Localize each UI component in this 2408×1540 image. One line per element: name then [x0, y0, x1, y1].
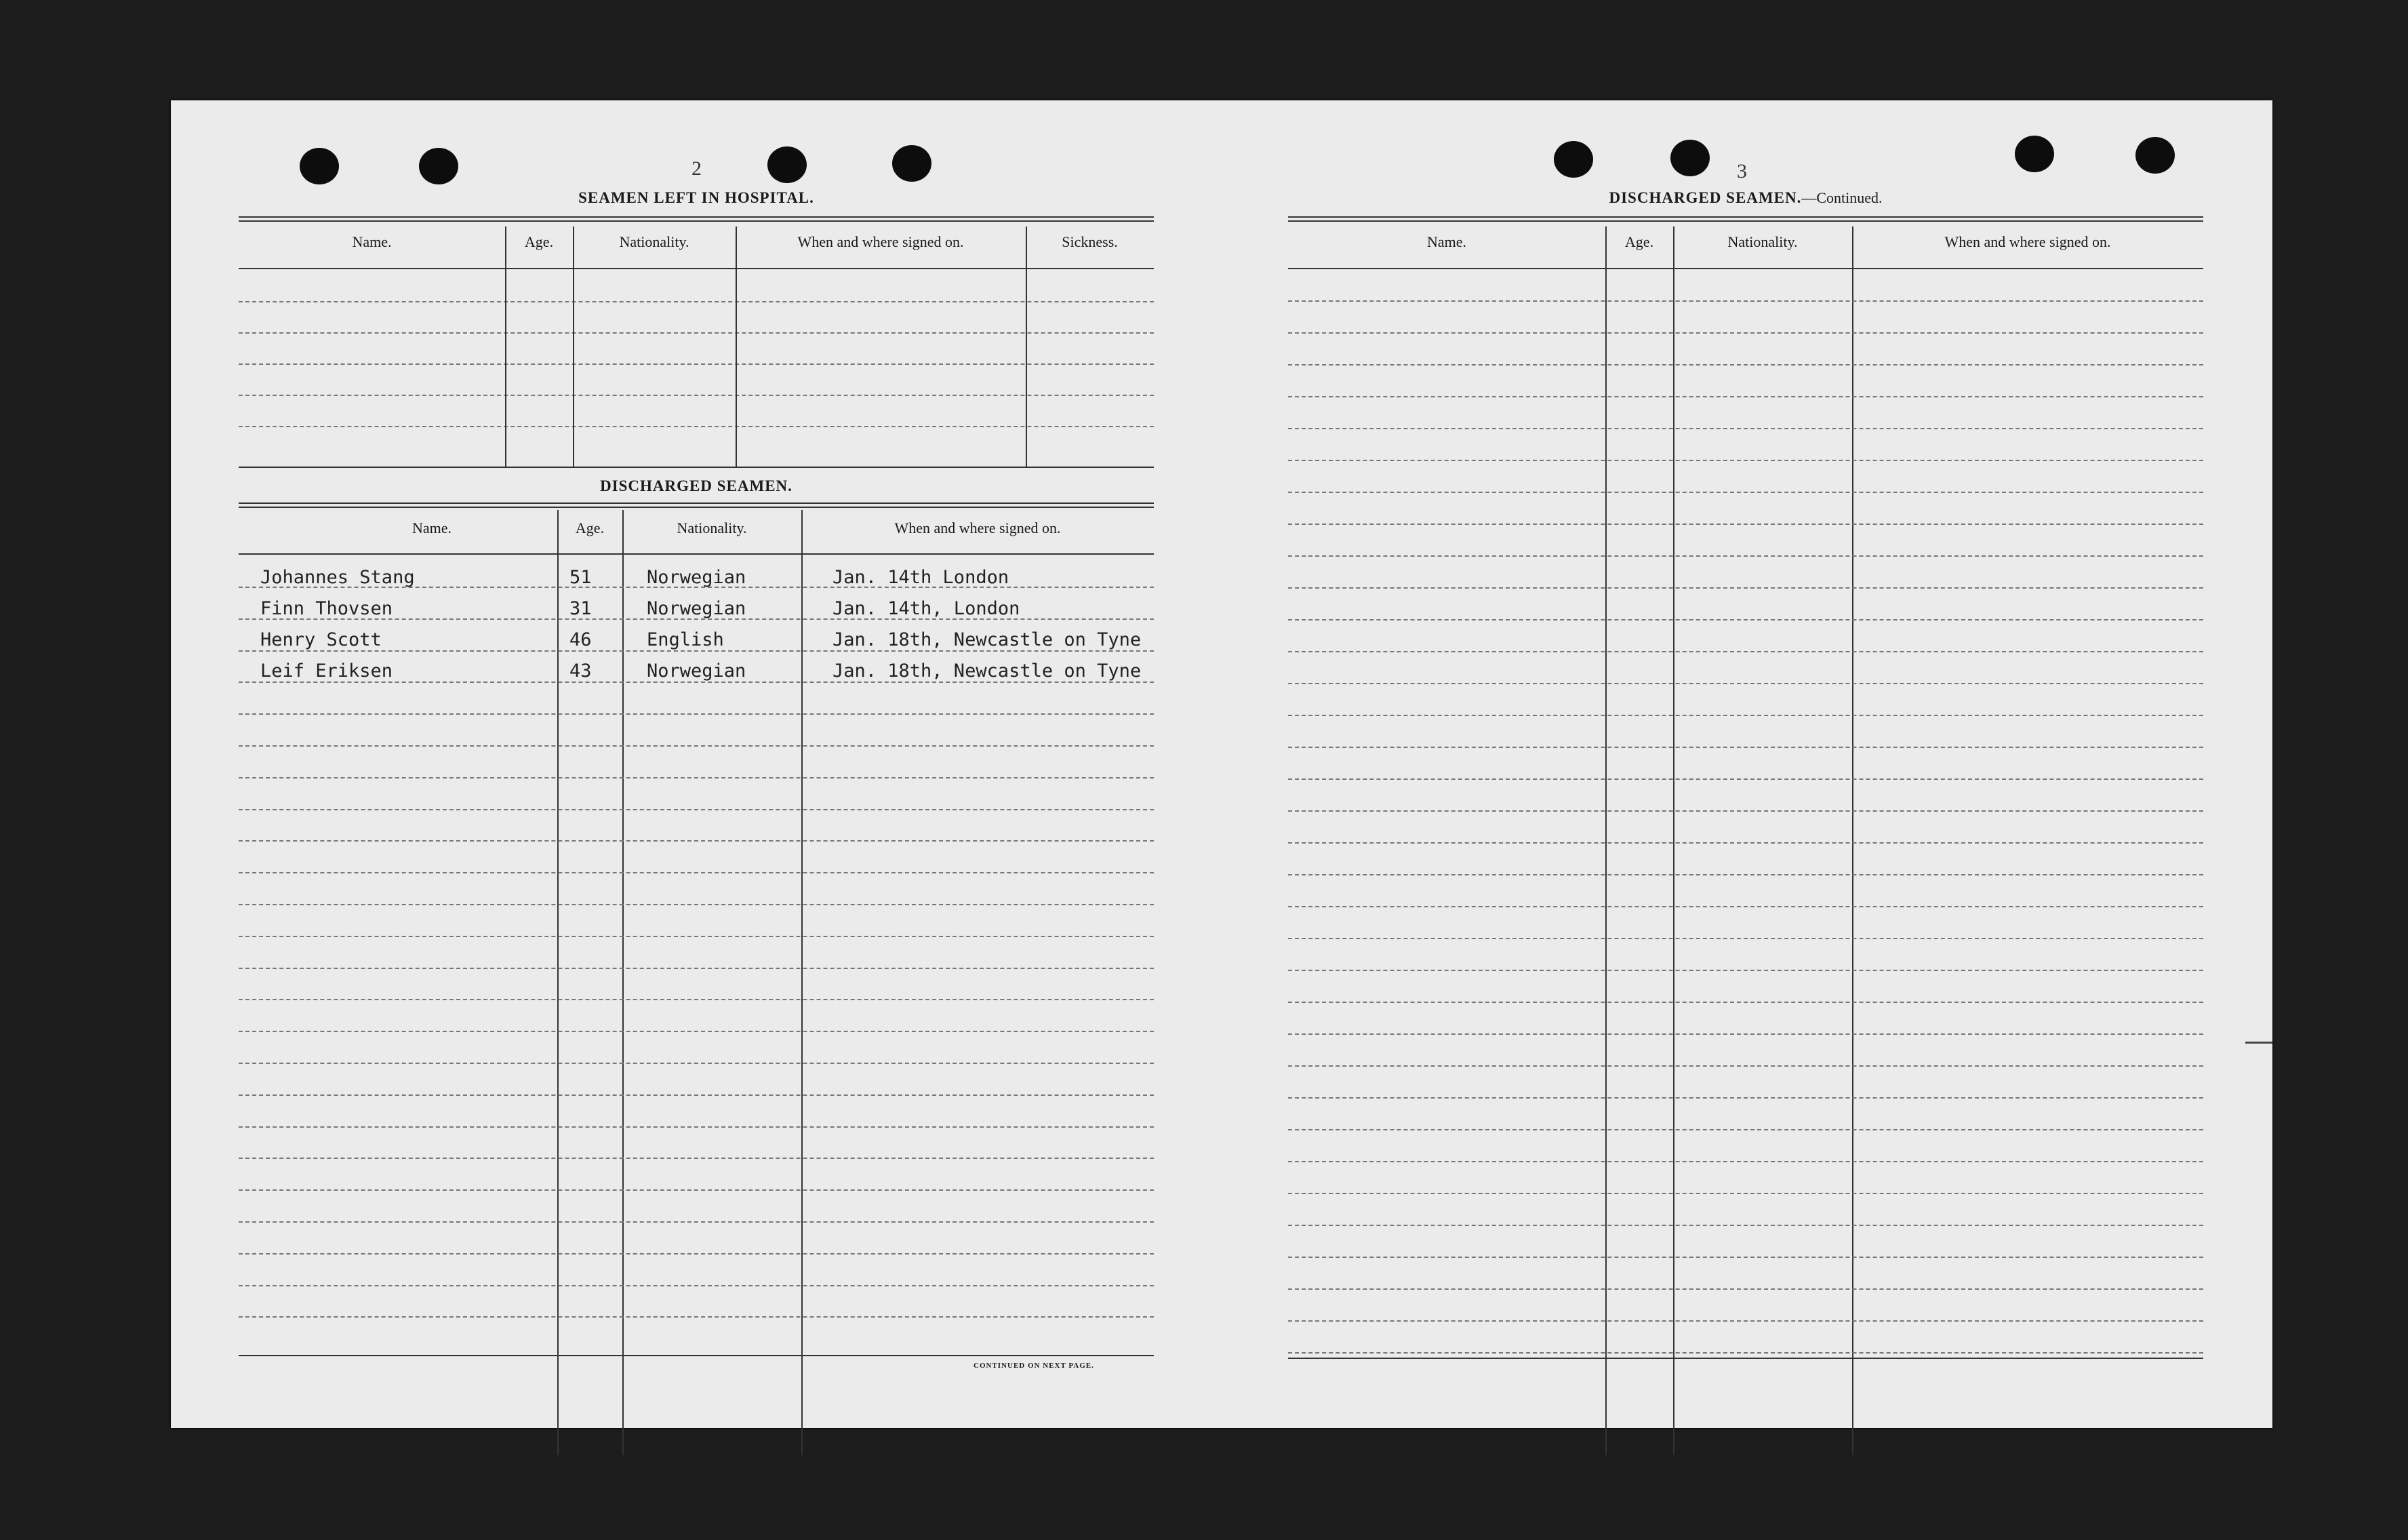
row-rule	[1288, 651, 2203, 652]
row-rule	[1288, 1129, 2203, 1130]
hospital-bottom-rule	[239, 467, 1154, 468]
row-rule	[1288, 364, 2203, 366]
discharged-col-name: Name.	[412, 519, 452, 536]
row2-age: 31	[569, 598, 592, 619]
right-col-age: Age.	[1624, 233, 1654, 250]
discharged-col-age: Age.	[575, 519, 605, 536]
hospital-col-sickness: Sickness.	[1062, 233, 1118, 250]
hospital-row-line	[239, 332, 1154, 334]
row-rule	[239, 682, 1154, 683]
punch-hole	[2015, 136, 2054, 172]
discharged-bottom-rule	[239, 1355, 1154, 1356]
punch-hole	[767, 146, 807, 183]
row-rule	[239, 1285, 1154, 1286]
right-title-main: DISCHARGED SEAMEN.	[1609, 189, 1802, 206]
row-rule	[1288, 1288, 2203, 1290]
hospital-section-title: SEAMEN LEFT IN HOSPITAL.	[578, 189, 814, 206]
continued-note: CONTINUED ON NEXT PAGE.	[974, 1362, 1094, 1370]
right-col-name: Name.	[1426, 233, 1467, 250]
hospital-row-line	[239, 395, 1154, 396]
discharged-col-nationality: Nationality.	[677, 519, 747, 536]
row-rule	[1288, 906, 2203, 907]
hospital-col-signed-on: When and where signed on.	[797, 233, 964, 250]
punch-hole	[300, 148, 339, 184]
row-rule	[1288, 1225, 2203, 1226]
row-rule	[1288, 1161, 2203, 1162]
row-rule	[1288, 460, 2203, 461]
scan-edge-mark	[2245, 1042, 2272, 1044]
punch-hole	[1670, 140, 1710, 176]
row-rule	[239, 809, 1154, 810]
row-rule	[1288, 428, 2203, 429]
hospital-col-divider	[1026, 226, 1027, 467]
discharged-col-signed-on: When and where signed on.	[894, 519, 1061, 536]
hospital-col-divider	[736, 226, 737, 467]
row-rule	[239, 1316, 1154, 1318]
punch-hole	[892, 145, 931, 182]
row-rule	[1288, 1097, 2203, 1099]
row-rule	[239, 1094, 1154, 1096]
row-rule	[1288, 1065, 2203, 1067]
punch-hole	[2135, 137, 2175, 174]
right-col-divider	[1605, 226, 1607, 1455]
hospital-col-nationality: Nationality.	[619, 233, 689, 250]
row-rule	[1288, 332, 2203, 334]
right-section-title	[1288, 189, 2203, 207]
row-rule	[239, 1031, 1154, 1032]
row-rule	[1288, 970, 2203, 971]
row-rule	[1288, 778, 2203, 780]
discharged-col-divider	[622, 510, 624, 1455]
hospital-row-line	[239, 363, 1154, 365]
row-rule	[239, 872, 1154, 873]
row-rule	[1288, 1257, 2203, 1258]
row-rule	[1288, 300, 2203, 302]
right-title-suffix: —Continued.	[1801, 189, 1883, 206]
right-col-divider	[1852, 226, 1853, 1455]
row2-name: Finn Thovsen	[260, 598, 393, 619]
row2-signed-on: Jan. 14th, London	[832, 598, 1020, 619]
row-rule	[239, 745, 1154, 747]
right-header-rule	[1288, 268, 2203, 269]
row-rule	[239, 777, 1154, 778]
row-rule	[239, 1221, 1154, 1223]
row3-name: Henry Scott	[260, 629, 382, 650]
row-rule	[239, 1126, 1154, 1128]
row1-name: Johannes Stang	[260, 567, 415, 588]
hospital-col-divider	[573, 226, 574, 467]
row-rule	[1288, 874, 2203, 875]
row-rule	[239, 1063, 1154, 1064]
right-top-rule	[1288, 216, 2203, 222]
row2-nationality: Norwegian	[647, 598, 746, 619]
row-rule	[1288, 1033, 2203, 1035]
row-rule	[1288, 747, 2203, 748]
hospital-col-age: Age.	[524, 233, 554, 250]
punch-hole	[1554, 141, 1593, 178]
right-bottom-rule	[1288, 1358, 2203, 1359]
row-rule	[1288, 1002, 2203, 1003]
row-rule	[239, 840, 1154, 842]
hospital-top-rule	[239, 216, 1154, 222]
row-rule	[1288, 587, 2203, 589]
right-col-signed-on: When and where signed on.	[1944, 233, 2111, 250]
row-rule	[1288, 524, 2203, 525]
hospital-col-name: Name.	[352, 233, 392, 250]
row4-signed-on: Jan. 18th, Newcastle on Tyne	[832, 660, 1142, 682]
row-rule	[1288, 715, 2203, 716]
hospital-col-divider	[505, 226, 506, 467]
row-rule	[239, 713, 1154, 715]
right-page-number: 3	[1737, 160, 1747, 182]
row1-age: 51	[569, 567, 592, 588]
row1-signed-on: Jan. 14th London	[832, 567, 1009, 588]
row4-nationality: Norwegian	[647, 660, 746, 682]
row4-name: Leif Eriksen	[260, 660, 393, 682]
row-rule	[1288, 1352, 2203, 1354]
document-page	[171, 100, 2272, 1428]
row1-nationality: Norwegian	[647, 567, 746, 588]
row-rule	[1288, 938, 2203, 939]
row-rule	[1288, 842, 2203, 844]
row-rule	[1288, 683, 2203, 684]
row-rule	[239, 968, 1154, 969]
discharged-col-divider	[801, 510, 803, 1455]
row3-age: 46	[569, 629, 592, 650]
discharged-col-divider	[557, 510, 559, 1455]
row-rule	[1288, 1193, 2203, 1194]
hospital-header-rule	[239, 268, 1154, 269]
right-col-nationality: Nationality.	[1727, 233, 1798, 250]
row-rule	[239, 1253, 1154, 1255]
row-rule	[239, 1189, 1154, 1191]
right-col-divider	[1673, 226, 1674, 1455]
row-rule	[1288, 492, 2203, 493]
row3-signed-on: Jan. 18th, Newcastle on Tyne	[832, 629, 1142, 650]
hospital-row-line	[239, 301, 1154, 302]
row-rule	[1288, 619, 2203, 620]
punch-hole	[419, 148, 458, 184]
row-rule	[239, 1158, 1154, 1159]
left-page-number: 2	[691, 157, 702, 180]
discharged-header-rule	[239, 553, 1154, 555]
row-rule	[239, 904, 1154, 905]
discharged-section-title: DISCHARGED SEAMEN.	[600, 477, 792, 494]
row-rule	[239, 936, 1154, 937]
row4-age: 43	[569, 660, 592, 682]
row3-nationality: English	[647, 629, 724, 650]
hospital-row-line	[239, 426, 1154, 427]
row-rule	[1288, 1320, 2203, 1322]
row-rule	[1288, 810, 2203, 812]
discharged-top-rule	[239, 502, 1154, 508]
row-rule	[239, 999, 1154, 1000]
row-rule	[1288, 555, 2203, 557]
row-rule	[1288, 396, 2203, 397]
